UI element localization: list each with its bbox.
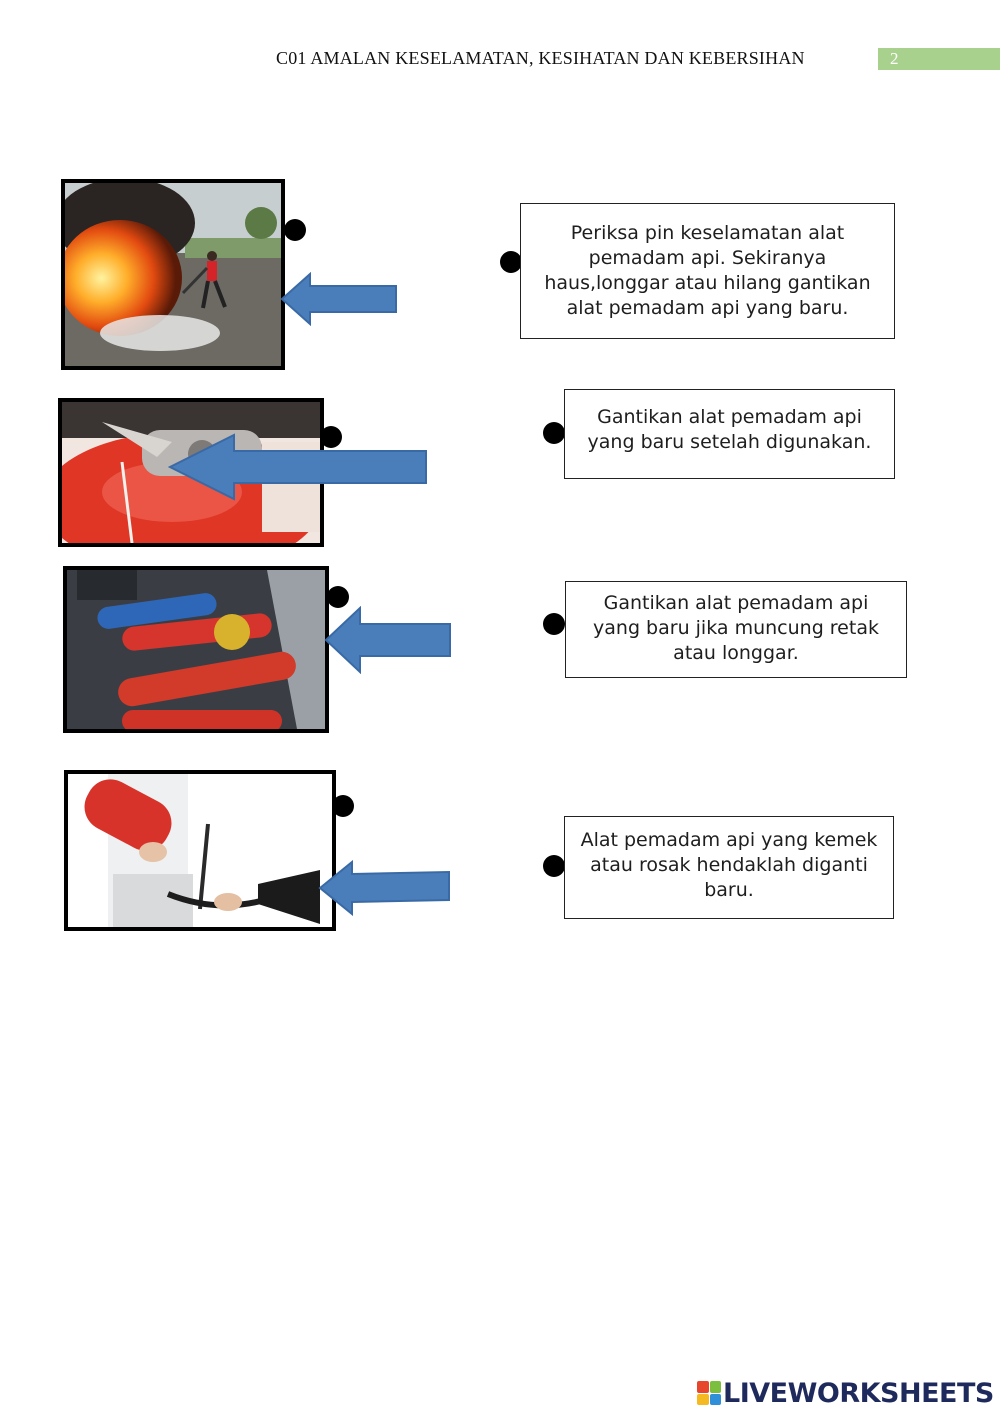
answer-box-2: Gantikan alat pemadam api yang baru setelah digunakan. (564, 389, 895, 479)
answer-box-4: Alat pemadam api yang kemek atau rosak hendaklah diganti baru. (564, 816, 894, 919)
fire-extinguishing-photo-icon (65, 183, 281, 366)
arrow-icon-1 (280, 272, 398, 326)
answer-box-3: Gantikan alat pemadam api yang baru jika muncung retak atau longgar. (565, 581, 907, 678)
match-dot-left-4[interactable] (332, 795, 354, 817)
nozzle-photo (64, 770, 336, 931)
match-dot-right-3[interactable] (543, 613, 565, 635)
match-dot-left-1[interactable] (284, 219, 306, 241)
match-dot-left-3[interactable] (327, 586, 349, 608)
fire-extinguishing-photo (61, 179, 285, 370)
match-dot-right-1[interactable] (500, 251, 522, 273)
dented-extinguishers-photo-icon (67, 570, 325, 729)
liveworksheets-logo-icon (697, 1381, 721, 1405)
arrow-icon-2 (168, 433, 428, 501)
answer-box-1: Periksa pin keselamatan alat pemadam api. Sekiranya haus,longgar atau hilang gantikan alat pemadam api yang baru. (520, 203, 895, 339)
arrow-icon-3 (324, 606, 452, 674)
page-header-title: C01 AMALAN KESELAMATAN, KESIHATAN DAN KEBERSIHAN (276, 48, 805, 68)
page-number-badge: 2 (878, 48, 1000, 70)
liveworksheets-logo[interactable] (697, 1376, 997, 1410)
brand-name: LIVEWORKSHEETS (723, 1377, 994, 1409)
arrow-icon-4 (318, 860, 451, 916)
dented-extinguishers-photo (63, 566, 329, 733)
match-dot-right-2[interactable] (543, 422, 565, 444)
nozzle-photo-icon (68, 774, 332, 927)
match-dot-right-4[interactable] (543, 855, 565, 877)
